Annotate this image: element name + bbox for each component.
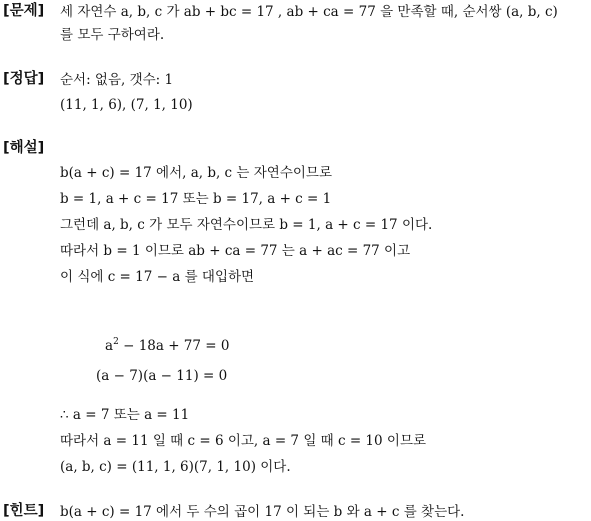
conclusion-line-2: 따라서 a = 11 일 때 c = 6 이고, a = 7 일 때 c = 10 이므로 (60, 433, 427, 449)
answer-label: [정답] (3, 71, 45, 87)
explanation-line-1: b(a + c) = 17 에서, a, b, c 는 자연수이므로 (60, 165, 332, 181)
hint-label: [힌트] (3, 503, 45, 519)
conclusion-line-3: (a, b, c) = (11, 1, 6)(7, 1, 10) 이다. (60, 459, 291, 475)
conclusion-line-1: ∴ a = 7 또는 a = 11 (60, 407, 190, 423)
equation-2: (a − 7)(a − 11) = 0 (96, 368, 228, 384)
explanation-line-5: 이 식에 c = 17 − a 를 대입하면 (60, 269, 255, 285)
problem-label: [문제] (3, 3, 45, 19)
answer-line-1: 순서: 없음, 갯수: 1 (60, 72, 174, 88)
explanation-line-2: b = 1, a + c = 17 또는 b = 17, a + c = 1 (60, 191, 332, 207)
equation-1-exponent: 2 (113, 337, 119, 347)
equation-1-rest: − 18a + 77 = 0 (118, 338, 230, 354)
answer-line-2: (11, 1, 6), (7, 1, 10) (60, 97, 193, 113)
hint-text: b(a + c) = 17 에서 두 수의 곱이 17 이 되는 b 와 a + c 를 찾는다. (60, 504, 465, 520)
explanation-line-4: 따라서 b = 1 이므로 ab + ca = 77 는 a + ac = 77 이고 (60, 243, 411, 259)
equation-1-base: a (105, 338, 114, 354)
equation-1 (105, 337, 229, 355)
problem-line-2: 를 모두 구하여라. (60, 27, 165, 43)
explanation-label: [해설] (3, 140, 45, 156)
problem-line-1: 세 자연수 a, b, c 가 ab + bc = 17 , ab + ca = 77 을 만족할 때, 순서쌍 (a, b, c) (60, 4, 558, 20)
explanation-line-3: 그런데 a, b, c 가 모두 자연수이므로 b = 1, a + c = 17 이다. (60, 217, 433, 233)
